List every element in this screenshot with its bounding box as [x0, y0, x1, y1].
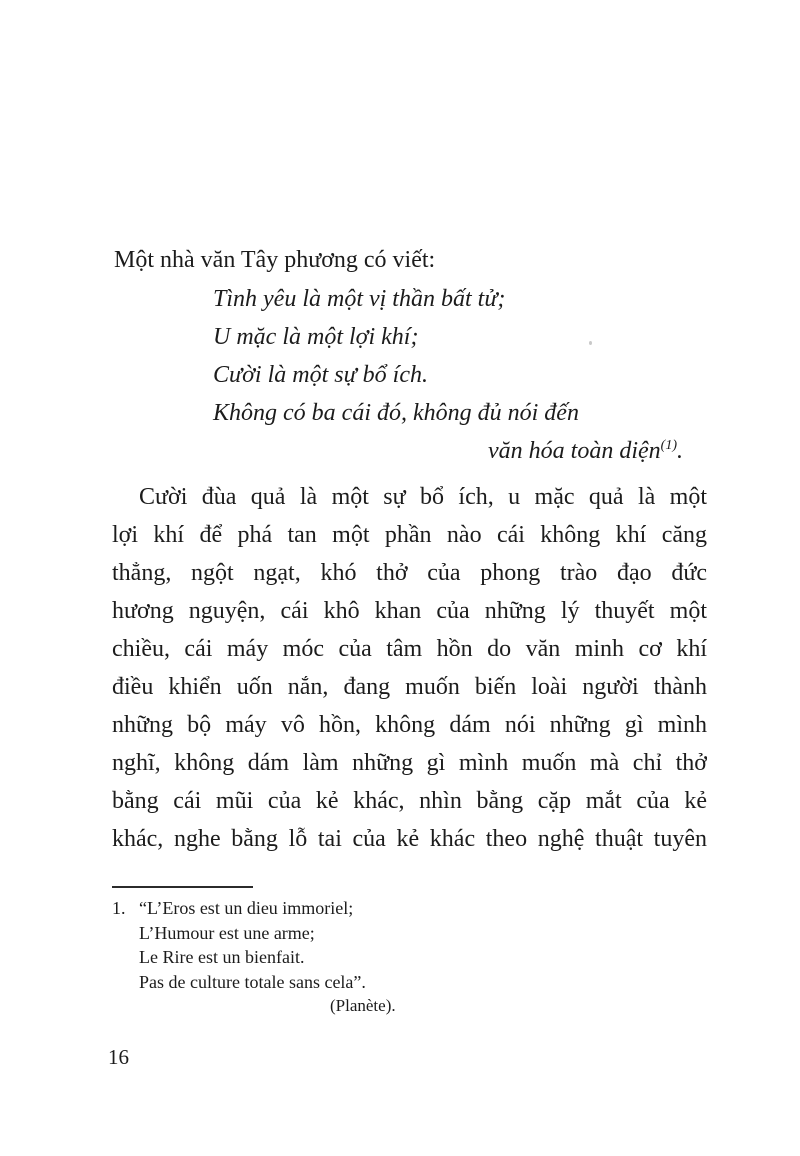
- verse-quote-block: [213, 280, 707, 470]
- footnote-line: Le Rire est un bienfait.: [139, 947, 305, 967]
- page-number: 16: [108, 1045, 129, 1069]
- footnote-number: 1.: [112, 898, 126, 918]
- footnote-reference-marker: (1): [660, 438, 677, 453]
- footnote-block: [112, 896, 592, 1019]
- footnote-attribution: (Planète).: [330, 996, 396, 1015]
- main-paragraph-line: hương nguyện, cái khô khan của những lý thuyết một: [112, 598, 707, 624]
- verse-quote-last-line: [213, 432, 707, 470]
- main-paragraph-line: bằng cái mũi của kẻ khác, nhìn bằng cặp mắt của kẻ: [112, 788, 707, 814]
- footnote-continuation-lines: [112, 921, 592, 995]
- footnote-separator-rule: [112, 886, 253, 888]
- verse-quote-line: U mặc là một lợi khí;: [213, 324, 419, 350]
- main-paragraph-line: lợi khí để phá tan một phần nào cái không khí căng: [112, 522, 707, 548]
- main-paragraph-line: Cười đùa quả là một sự bổ ích, u mặc quả là một: [139, 484, 707, 510]
- main-paragraph: [112, 478, 707, 858]
- main-paragraph-line: nghĩ, không dám làm những gì mình muốn mà chỉ thở: [112, 750, 707, 776]
- footnote-first-row: [112, 896, 592, 921]
- verse-quote-line: Cười là một sự bổ ích.: [213, 362, 428, 388]
- verse-quote-line: Tình yêu là một vị thần bất tử;: [213, 286, 506, 312]
- main-paragraph-line: chiều, cái máy móc của tâm hồn do văn minh cơ khí: [112, 636, 707, 662]
- verse-quote-line: Không có ba cái đó, không đủ nói đến: [213, 400, 579, 426]
- footnote-line: L’Humour est une arme;: [139, 922, 315, 943]
- footnote-first-line: “L’Eros est un dieu immoriel;: [139, 898, 354, 918]
- main-paragraph-line: thẳng, ngột ngạt, khó thở của phong trào đạo đức: [112, 560, 707, 586]
- main-paragraph-line: những bộ máy vô hồn, không dám nói những gì mình: [112, 712, 707, 738]
- main-paragraph-line: điều khiển uốn nắn, đang muốn biến loài người thành: [112, 674, 707, 700]
- scan-artifact-speck: [589, 341, 592, 345]
- footnote-line: Pas de culture totale sans cela”.: [139, 971, 366, 992]
- verse-quote-lines: [213, 280, 707, 432]
- verse-quote-last-line-period: .: [677, 438, 683, 464]
- intro-paragraph: Một nhà văn Tây phương có viết:: [114, 247, 436, 273]
- main-paragraph-line: khác, nghe bằng lỗ tai của kẻ khác theo nghệ thuật tuyên: [112, 826, 707, 852]
- verse-quote-last-line-text: văn hóa toàn diện: [488, 438, 661, 464]
